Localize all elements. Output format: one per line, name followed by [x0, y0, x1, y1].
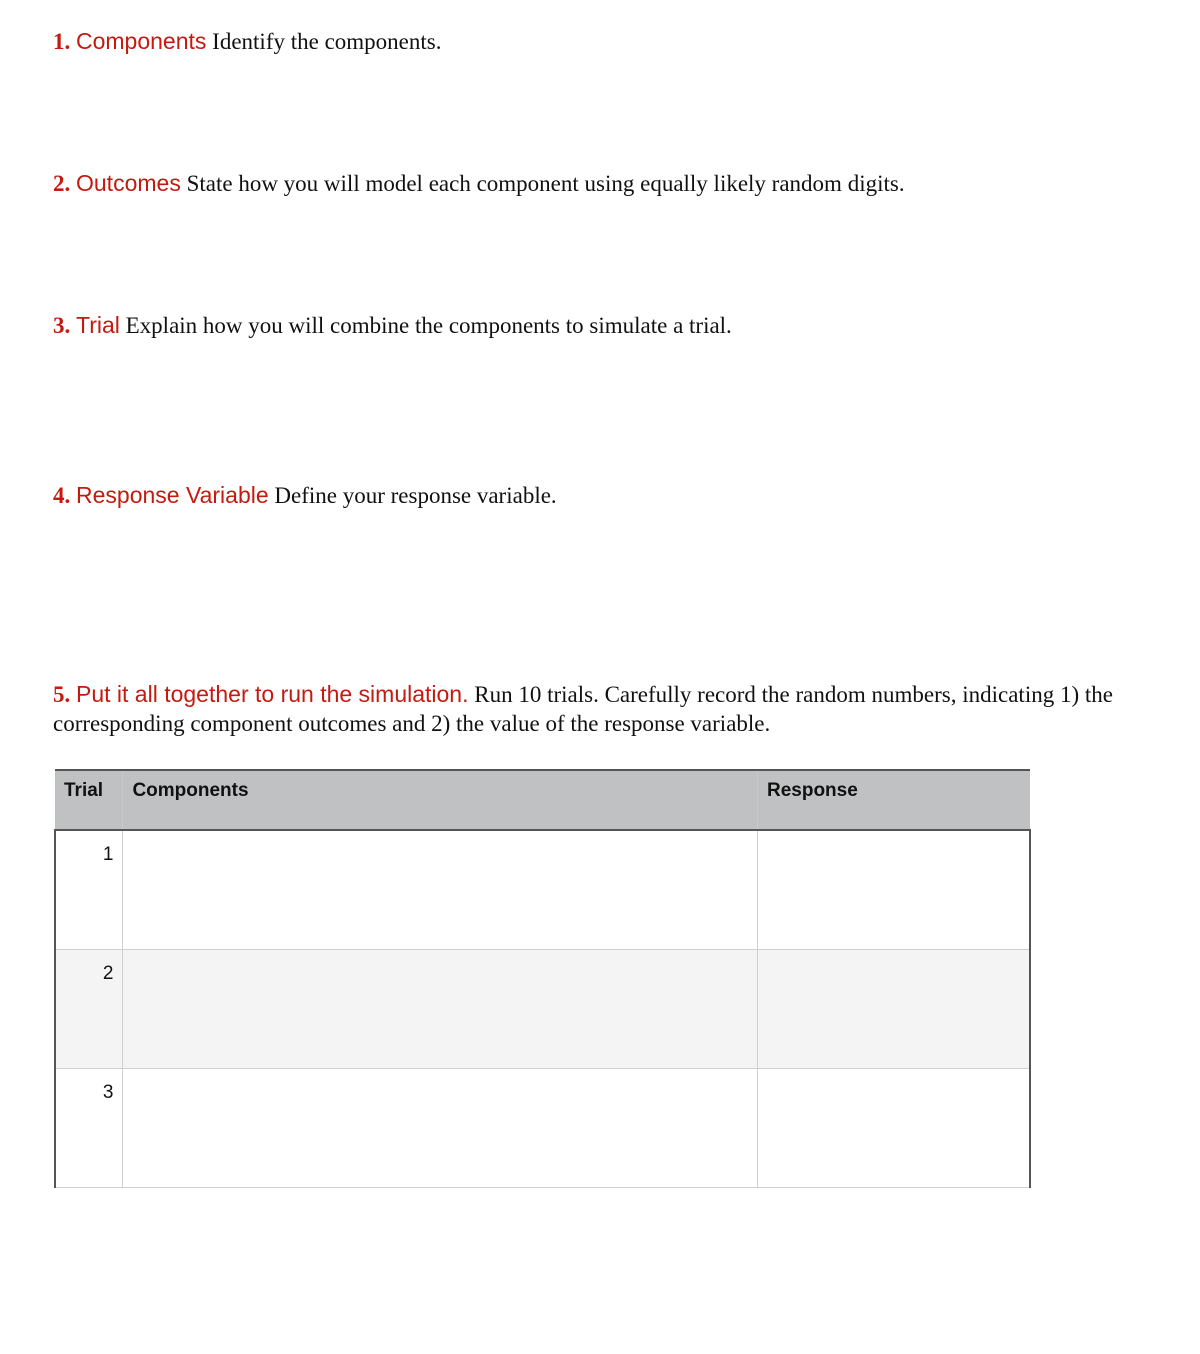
components-cell[interactable] [123, 949, 758, 1068]
step-number: 1. [53, 29, 71, 54]
step-components [53, 27, 1163, 56]
trial-number-cell: 1 [55, 830, 123, 949]
step-trial [53, 311, 1163, 340]
step-description: Identify the components. [212, 29, 442, 54]
components-cell[interactable] [123, 830, 758, 949]
step-label: Trial [76, 312, 120, 338]
response-cell[interactable] [757, 830, 1030, 949]
column-header-trial: Trial [55, 770, 123, 830]
step-description: State how you will model each component using equally likely random digits. [186, 171, 905, 196]
step-outcomes [53, 169, 1163, 198]
step-number: 4. [53, 483, 71, 508]
step-label: Outcomes [76, 170, 181, 196]
components-cell[interactable] [123, 1068, 758, 1187]
step-number: 3. [53, 313, 71, 338]
trial-number-cell: 2 [55, 949, 123, 1068]
step-number: 5. [53, 682, 71, 707]
response-cell[interactable] [757, 949, 1030, 1068]
step-description: Run 10 trials. Carefully record the random numbers, indicating 1) the corresponding component outcomes and 2) the value of the response variable. [53, 682, 1113, 736]
step-label: Response Variable [76, 482, 269, 508]
step-response-variable [53, 481, 1163, 510]
step-label: Put it all together to run the simulation. [76, 681, 469, 707]
step-number: 2. [53, 171, 71, 196]
table-row [55, 1068, 1030, 1187]
table-header-row [55, 770, 1030, 830]
step-description: Explain how you will combine the components to simulate a trial. [125, 313, 732, 338]
response-cell[interactable] [757, 1068, 1030, 1187]
column-header-components: Components [123, 770, 758, 830]
trial-number-cell: 3 [55, 1068, 123, 1187]
column-header-response: Response [757, 770, 1030, 830]
step-run-simulation [53, 680, 1163, 738]
table-row [55, 949, 1030, 1068]
simulation-table [54, 769, 1031, 1188]
step-label: Components [76, 28, 207, 54]
table-row [55, 830, 1030, 949]
step-description: Define your response variable. [274, 483, 557, 508]
